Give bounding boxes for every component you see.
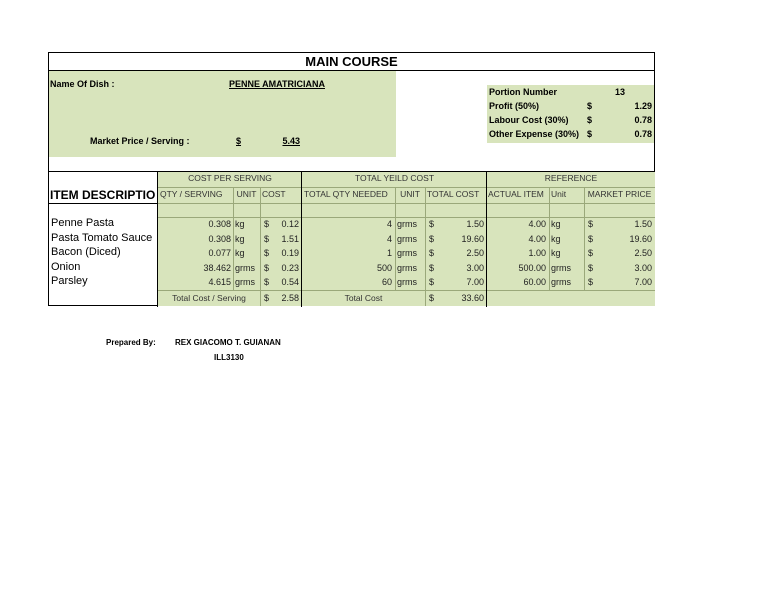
market-price-label: Market Price / Serving :	[90, 136, 190, 146]
unit-cell: kg	[235, 234, 245, 244]
prepared-by-id: ILL3130	[214, 353, 244, 362]
qty-serving-cell: 0.308	[208, 234, 231, 244]
total-cost-cell: 7.00	[466, 277, 484, 287]
cost-currency: $	[264, 248, 270, 258]
summary-currency: $	[587, 115, 593, 125]
unit-cell: kg	[235, 248, 245, 258]
unit3-cell: kg	[551, 248, 561, 258]
column-total-qty: TOTAL QTY NEEDED	[302, 188, 395, 203]
market-price-currency: $	[588, 219, 594, 229]
unit2-cell: grms	[397, 263, 417, 273]
unit3-cell: grms	[551, 277, 571, 287]
cost-currency: $	[264, 277, 270, 287]
total-cost-currency: $	[429, 263, 435, 273]
market-price-value: 5.43	[282, 136, 300, 146]
unit3-cell: kg	[551, 234, 561, 244]
prepared-by-label: Prepared By:	[106, 338, 156, 347]
column-unit-2: UNIT	[395, 188, 425, 203]
column-unit-3: Unit	[549, 188, 584, 203]
qty-serving-cell: 0.308	[208, 219, 231, 229]
sheet-title: MAIN COURSE	[49, 53, 654, 71]
summary-label: Other Expense (30%)	[489, 129, 580, 139]
unit3-cell: grms	[551, 263, 571, 273]
total-cost-cell: 2.50	[466, 248, 484, 258]
summary-value: 0.78	[634, 115, 652, 125]
qty-serving-cell: 0.077	[208, 248, 231, 258]
total-cost-currency: $	[429, 248, 435, 258]
table-row-item: Bacon (Diced)	[51, 246, 121, 258]
column-qty-serving: QTY / SERVING	[158, 188, 233, 203]
cost-cell: 0.23	[281, 263, 299, 273]
summary-value: 13	[614, 87, 625, 97]
unit2-cell: grms	[397, 248, 417, 258]
total-cost-label: Total Cost	[344, 293, 383, 303]
market-price-currency: $	[588, 234, 594, 244]
cost-currency: $	[264, 263, 270, 273]
table-row-item: Penne Pasta	[51, 217, 114, 229]
market-price-currency: $	[588, 263, 594, 273]
market-price-cell: 19.60	[629, 234, 652, 244]
total-qty-cell: 4	[386, 234, 392, 244]
total-serving-label: Total Cost / Serving	[172, 293, 246, 303]
actual-item-cell: 500.00	[518, 263, 546, 273]
actual-item-cell: 60.00	[523, 277, 546, 287]
dish-name-label: Name Of Dish :	[50, 79, 115, 89]
summary-label: Portion Number	[489, 87, 558, 97]
cost-cell: 1.51	[281, 234, 299, 244]
column-item-description: ITEM DESCRIPTIO	[50, 188, 156, 202]
total-serving-currency: $	[264, 293, 270, 303]
table-row-item: Onion	[51, 261, 81, 273]
cost-cell: 0.12	[281, 219, 299, 229]
actual-item-cell: 4.00	[528, 219, 546, 229]
total-qty-cell: 60	[381, 277, 392, 287]
unit-cell: grms	[235, 277, 255, 287]
qty-serving-cell: 4.615	[208, 277, 231, 287]
total-cost-currency: $	[429, 293, 435, 303]
column-total-cost: TOTAL COST	[425, 188, 487, 203]
unit-cell: grms	[235, 263, 255, 273]
market-price-currency: $	[588, 277, 594, 287]
group-total-yield: TOTAL YEILD COST	[302, 172, 487, 187]
summary-label: Labour Cost (30%)	[489, 115, 569, 125]
actual-item-cell: 4.00	[528, 234, 546, 244]
table-row-item: Parsley	[51, 275, 88, 287]
unit-cell: kg	[235, 219, 245, 229]
unit2-cell: grms	[397, 219, 417, 229]
cost-cell: 0.54	[281, 277, 299, 287]
group-cost-per-serving: COST PER SERVING	[158, 172, 302, 187]
column-market-price: MARKET PRICE	[584, 188, 655, 203]
actual-item-cell: 1.00	[528, 248, 546, 258]
summary-label: Profit (50%)	[489, 101, 540, 111]
market-price-cell: 2.50	[634, 248, 652, 258]
market-price-cell: 3.00	[634, 263, 652, 273]
total-serving-value: 2.58	[281, 293, 299, 303]
summary-currency: $	[587, 129, 593, 139]
total-cost-currency: $	[429, 219, 435, 229]
cost-currency: $	[264, 219, 270, 229]
cost-cell: 0.19	[281, 248, 299, 258]
market-price-cell: 7.00	[634, 277, 652, 287]
total-cost-currency: $	[429, 234, 435, 244]
unit2-cell: grms	[397, 277, 417, 287]
prepared-by-name: REX GIACOMO T. GUIANAN	[175, 338, 281, 347]
total-qty-cell: 500	[376, 263, 392, 273]
group-reference: REFERENCE	[487, 172, 655, 187]
table-row-item: Pasta Tomato Sauce	[51, 232, 153, 244]
column-cost-1: COST	[260, 188, 302, 203]
total-cost-currency: $	[429, 277, 435, 287]
dish-name-value: PENNE AMATRICIANA	[229, 79, 325, 89]
column-actual-item: ACTUAL ITEM	[487, 188, 549, 203]
total-qty-cell: 1	[386, 248, 392, 258]
total-cost-value: 33.60	[461, 293, 484, 303]
total-cost-cell: 1.50	[466, 219, 484, 229]
market-price-cell: 1.50	[634, 219, 652, 229]
summary-currency: $	[587, 101, 593, 111]
unit2-cell: grms	[397, 234, 417, 244]
summary-value: 0.78	[634, 129, 652, 139]
total-qty-cell: 4	[386, 219, 392, 229]
summary-value: 1.29	[634, 101, 652, 111]
market-price-currency: $	[588, 248, 594, 258]
column-unit-1: UNIT	[233, 188, 260, 203]
total-cost-cell: 19.60	[461, 234, 484, 244]
recipe-cost-sheet	[48, 52, 655, 306]
cost-currency: $	[264, 234, 270, 244]
qty-serving-cell: 38.462	[203, 263, 231, 273]
unit3-cell: kg	[551, 219, 561, 229]
market-price-currency: $	[236, 136, 242, 146]
total-cost-cell: 3.00	[466, 263, 484, 273]
